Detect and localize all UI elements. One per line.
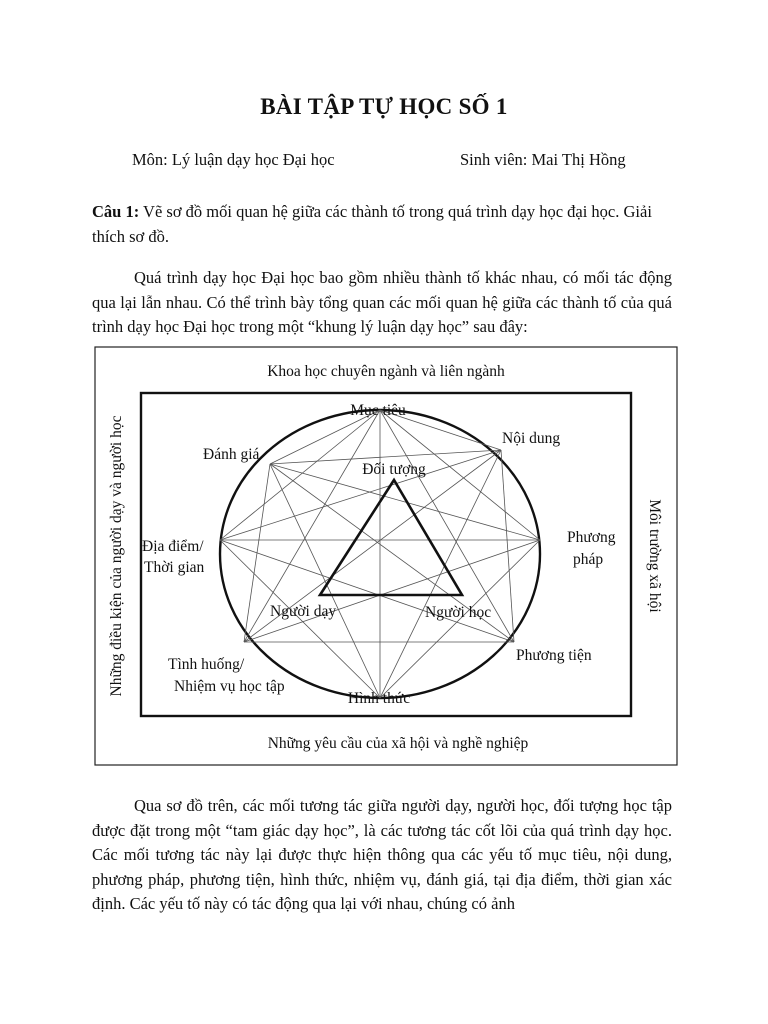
question-text: Vẽ sơ đồ mối quan hệ giữa các thành tố trong quá trình dạy học đại học. Giải thích sơ đồ. <box>92 202 652 246</box>
node-phuong-phap-line1: Phương <box>567 529 616 546</box>
node-phuong-tien: Phương tiện <box>516 647 592 664</box>
node-tinh-huong-line2: Nhiệm vụ học tập <box>174 678 285 695</box>
node-dia-diem-line2: Thời gian <box>144 559 205 576</box>
node-muc-tieu: Mục tiêu <box>350 402 406 419</box>
teaching-framework-diagram <box>94 346 678 766</box>
right-label: Môi trường xã hội <box>646 499 663 613</box>
question-1 <box>92 200 672 249</box>
question-label: Câu 1: <box>92 202 140 221</box>
teaching-triangle <box>320 480 462 595</box>
left-label: Những điều kiện của người dạy và người học <box>108 415 125 697</box>
explanation-paragraph-block <box>92 794 672 917</box>
document-title: BÀI TẬP TỰ HỌC SỐ 1 <box>260 94 508 119</box>
subject-line: Môn: Lý luận dạy học Đại học <box>132 150 335 169</box>
intro-paragraph-block <box>92 266 672 340</box>
student-line: Sinh viên: Mai Thị Hồng <box>460 150 626 169</box>
explanation-paragraph: Qua sơ đồ trên, các mối tương tác giữa người dạy, người học, đối tượng học tập được đặt trong một “tam giác dạy học”, là các tương tác cốt lõi của quá trình dạy học. Các mối tương tác này lại được thực hiện thông qua các yếu tố mục tiêu, nội dung, phương pháp, phương tiện, hình thức, nhiệm vụ, đánh giá, tại địa điểm, thời gian xác định. Các yếu tố này có tác động qua lại với nhau, chúng có ảnh <box>92 796 672 913</box>
triangle-doi-tuong: Đối tượng <box>362 461 426 478</box>
node-tinh-huong-line1: Tình huống/ <box>168 656 245 673</box>
triangle-nguoi-hoc: Người học <box>425 604 492 621</box>
triangle-nguoi-day: Người dạy <box>270 603 337 620</box>
top-label: Khoa học chuyên ngành và liên ngành <box>267 363 505 380</box>
node-hinh-thuc: Hình thức <box>347 690 411 707</box>
intro-paragraph: Quá trình dạy học Đại học bao gồm nhiều thành tố khác nhau, có mối tác động qua lại lẫn nhau. Có thể trình bày tổng quan các mối quan hệ giữa các thành tố của quá trình dạy học Đại học trong một “khung lý luận dạy học” sau đây: <box>92 268 672 336</box>
connection-lines <box>220 410 540 698</box>
node-danh-gia: Đánh giá <box>203 446 260 463</box>
node-phuong-phap-line2: pháp <box>573 551 604 568</box>
node-noi-dung: Nội dung <box>502 430 561 447</box>
node-dia-diem-line1: Địa điểm/ <box>142 538 204 555</box>
bottom-label: Những yêu cầu của xã hội và nghề nghiệp <box>267 735 529 752</box>
